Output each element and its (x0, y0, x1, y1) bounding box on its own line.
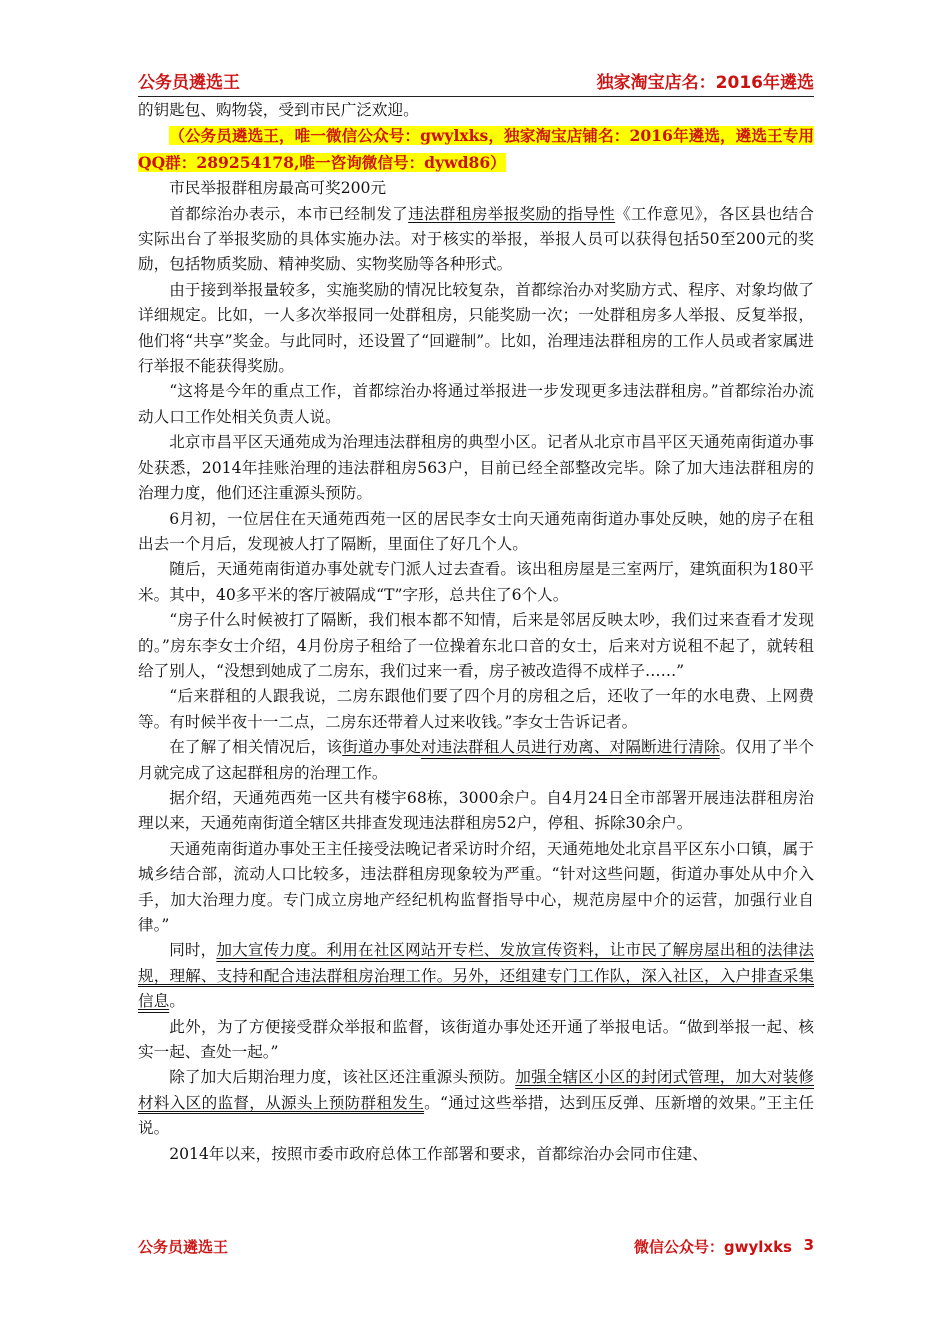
text-run: 同时， (169, 941, 217, 960)
paragraph: 据介绍，天通苑西苑一区共有楼宇68栋，3000余户。自4月24日全市部署开展违法群租房治理以来，天通苑南街道全辖区共排查发现违法群租房52户，停租、拆除30余户。 (138, 788, 814, 833)
footer-wechat: 微信公众号：gwylxks (633, 1238, 792, 1256)
paragraph: 2014年以来，按照市委市政府总体工作部署和要求，首都综治办会同市住建、 (169, 1144, 708, 1163)
text-run: 。仅用了半个月就完成了这起群租房的治理工作。 (138, 738, 814, 782)
header-right-shop: 独家淘宝店名：2016年遴选 (596, 73, 814, 93)
footer-left-brand: 公务员遴选王 (138, 1238, 229, 1256)
paragraph: 6月初，一位居住在天通苑西苑一区的居民李女士向天通苑南街道办事处反映，她的房子在租出去一个月后，发现被人打了隔断，里面住了好几个人。 (138, 509, 814, 553)
double-underlined-text: 对违法群租人员进行劝离、对隔断进行清除 (420, 738, 720, 757)
text-run: 。 (169, 992, 185, 1011)
header-left-brand: 公务员遴选王 (138, 73, 240, 93)
paragraph: “后来群租的人跟我说，二房东跟他们要了四个月的房租之后，还收了一年的水电费、上网费等。有时候半夜十一二点，二房东还带着人过来收钱。”李女士告诉记者。 (138, 687, 814, 731)
paragraph (138, 735, 814, 786)
document-body (138, 98, 814, 1167)
paragraph (138, 938, 814, 1014)
paragraph: “这将是今年的重点工作，首都综治办将通过举报进一步发现更多违法群租房。”首都综治办流动人口工作处相关负责人说。 (138, 382, 814, 426)
paragraph: 由于接到举报量较多，实施奖励的情况比较复杂，首都综治办对奖励方式、程序、对象均做了详细规定。比如，一人多次举报同一处群租房，只能奖励一次；一处群租房多人举报、反复举报，他们将“共享”奖金。与此同时，还设置了“回避制”。比如，治理违法群租房的工作人员或者家属进行举报不能获得奖励。 (138, 280, 814, 376)
paragraph: 的钥匙包、购物袋，受到市民广泛欢迎。 (138, 101, 419, 119)
page-header (138, 68, 814, 98)
paragraph (138, 202, 814, 278)
underlined-text: 违法群租房举报奖励的指导性 (408, 204, 616, 223)
double-underlined-text: 加大宣传力度。利用在社区网站开专栏、发放宣传资料，让市民了解房屋出租的法律法规，理解、支持和配合违法群租房治理工作。另外，还组建专门工作队，深入社区，入户排查采集信息 (138, 941, 814, 1011)
paragraph: 天通苑南街道办事处王主任接受法晚记者采访时介绍，天通苑地处北京昌平区东小口镇，属于城乡结合部，流动人口比较多，违法群租房现象较为严重。“针对这些问题，街道办事处从中介入手，加大治理力度。专门成立房地产经纪机构监督指导中心，规范房屋中介的运营，加强行业自律。” (138, 839, 814, 934)
page-number: 3 (803, 1236, 814, 1254)
text-run: 《工作意见》，各区县也结合实际出台了举报奖励的具体实施办法。对于核实的举报，举报人员可以获得包括50至200元的奖励，包括物质奖励、精神奖励、实物奖励等各种形式。 (138, 204, 814, 274)
subtitle: 市民举报群租房最高可奖200元 (169, 179, 387, 198)
ad-highlight: （公务员遴选王，唯一微信公众号：gwylxks，独家淘宝店铺名：2016年遴选，遴选王专用QQ群：289254178,唯一咨询微信号：dywd86） (138, 126, 814, 172)
paragraph: “房子什么时候被打了隔断，我们根本都不知情，后来是邻居反映太吵，我们过来查看才发现的。”房东李女士介绍，4月份房子租给了一位操着东北口音的女士，后来对方说租不起了，就转租给了别人，“没想到她成了二房东，我们过来一看，房子被改造得不成样子……” (138, 611, 814, 680)
text-run: 在了解了相关情况后，该 (169, 738, 343, 757)
paragraph: 北京市昌平区天通苑成为治理违法群租房的典型小区。记者从北京市昌平区天通苑南街道办事处获悉，2014年挂账治理的违法群租房563户，目前已经全部整改完毕。除了加大违法群租房的治理力度，他们还注重源头预防。 (138, 433, 814, 503)
double-underlined-text: 加强全辖区小区的封闭式管理，加大对装修材料入区的监督，从源头上预防群租发生 (138, 1068, 814, 1112)
text-run: 。“通过这些举措，达到压反弹、压新增的效果。”王主任说。 (138, 1093, 814, 1138)
paragraph: 随后，天通苑南街道办事处就专门派人过去查看。该出租房屋是三室两厅，建筑面积为180平米。其中，40多平米的客厅被隔成“T”字形，总共住了6个人。 (138, 560, 814, 604)
text-run: 首都综治办表示，本市已经制发了 (169, 204, 409, 223)
ad-paragraph (138, 123, 814, 176)
paragraph (138, 1065, 814, 1141)
page-footer (138, 1236, 814, 1260)
paragraph: 此外，为了方便接受群众举报和监督，该街道办事处还开通了举报电话。“做到举报一起、核实一起、查处一起。” (138, 1017, 814, 1062)
underlined-text: 街道办事处 (342, 738, 421, 757)
header-rule (138, 96, 814, 97)
text-run: 除了加大后期治理力度，该社区还注重源头预防。 (169, 1068, 516, 1087)
